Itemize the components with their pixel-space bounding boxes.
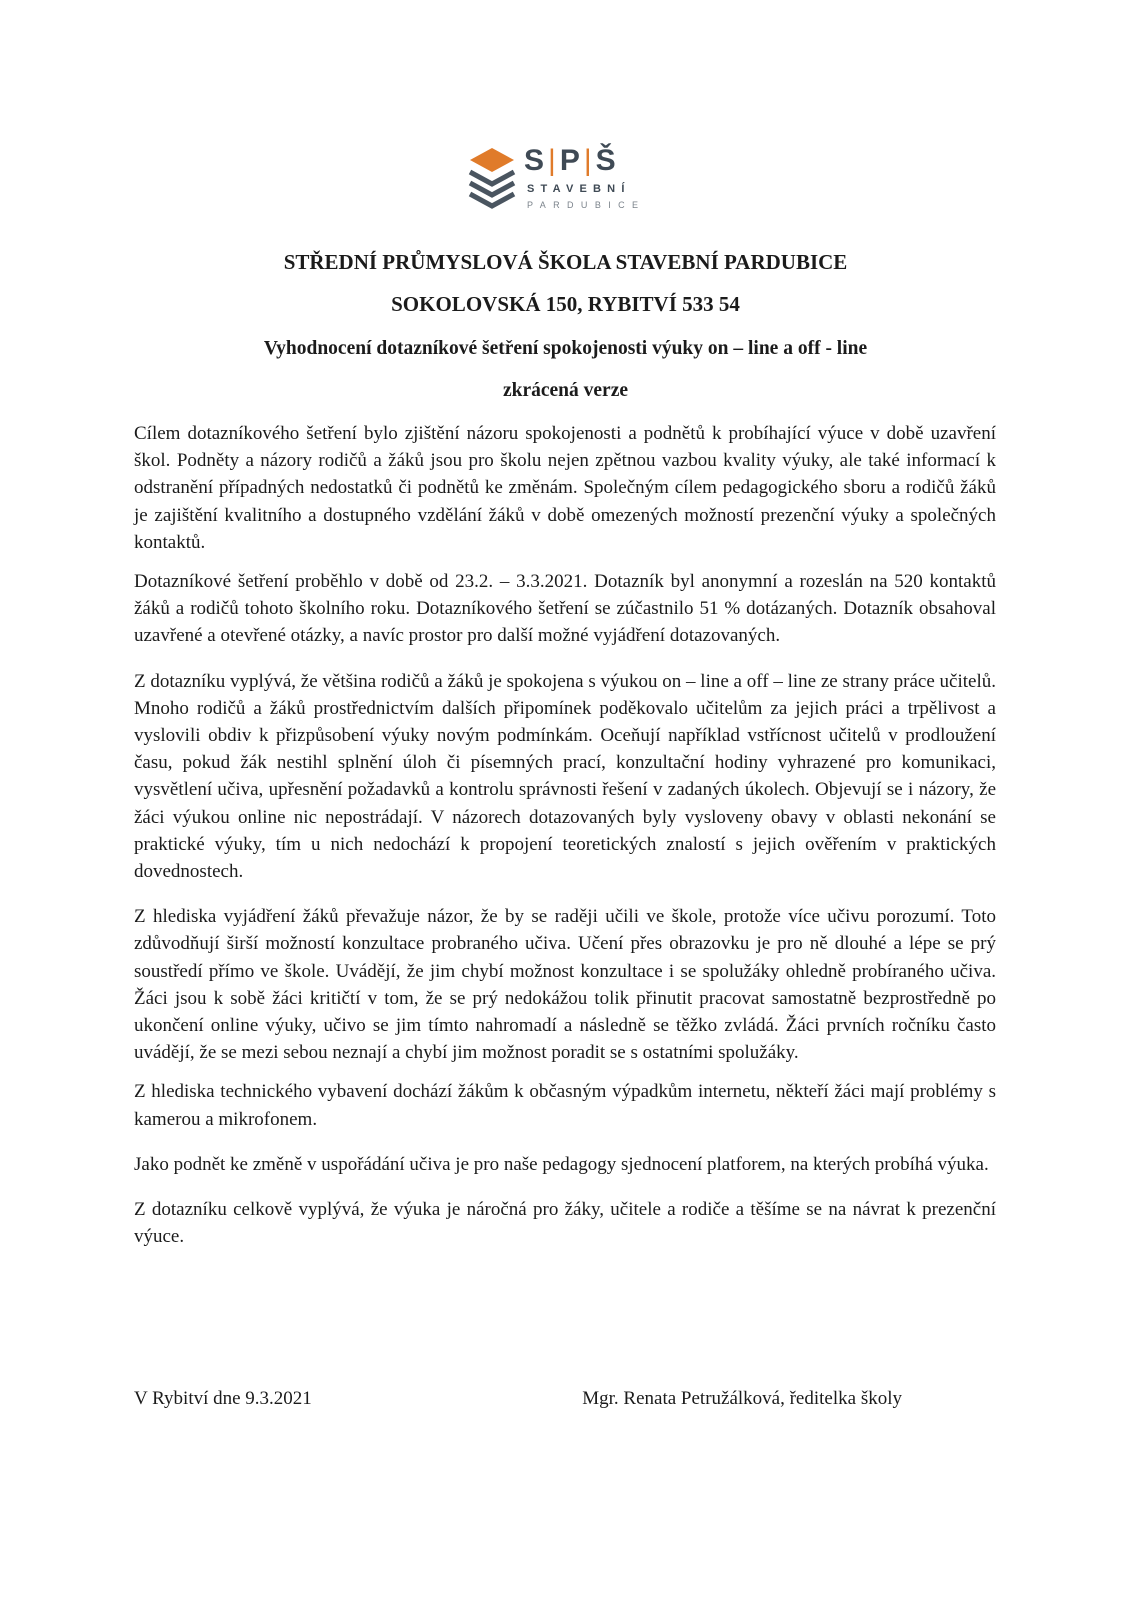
place-and-date: V Rybitví dne 9.3.2021 xyxy=(134,1388,312,1409)
school-name: STŘEDNÍ PRŮMYSLOVÁ ŠKOLA STAVEBNÍ PARDUBICE xyxy=(283,250,848,274)
paragraph-satisfaction: Z dotazníku vyplývá, že většina rodičů a žáků je spokojena s výukou on – line a off – line ze strany práce učitelů. Mnoho rodičů a žáků prostřednictvím dalších připomínek poděkovalo učitelům za jejich práci a trpělivost a vyslovili obdiv k přizpůsobení výuky novým podmínkám. Oceňují například vstřícnost učitelů v prodloužení času, pokud žák nestihl splnění úloh či písemných prací, konzultační hodiny vyhrazené pro komunikaci, vysvětlení učiva, upřesnění požadavků a kontrolu správnosti řešení v zadaných úkolech. Objevují se i názory, že žáci výukou online nic nepostrádají. V názorech dotazovaných byly vysloveny obavy v oblasti nekonání se praktické výuky, tím u nich nedochází k propojení teoretických znalostí s jejich ověřením v praktických dovednostech. xyxy=(134,670,996,883)
logo-letter-s: S xyxy=(524,144,545,177)
logo-letter-p: P xyxy=(559,144,580,177)
logo-stack-icon xyxy=(466,142,522,214)
logo-text-stavebni: STAVEBNÍ xyxy=(527,183,631,195)
document-title: Vyhodnocení dotazníkové šetření spokojenosti výuky on – line a off - line xyxy=(263,338,868,359)
logo-letters xyxy=(524,145,616,177)
signature-line: Mgr. Renata Petružálková, ředitelka školy xyxy=(582,1388,902,1409)
document-subtitle: zkrácená verze xyxy=(502,380,629,401)
school-logo xyxy=(466,142,646,220)
school-address: SOKOLOVSKÁ 150, RYBITVÍ 533 54 xyxy=(391,292,740,316)
paragraph-technical: Z hlediska technického vybavení dochází žákům k občasným výpadkům internetu, někteří žáci mají problémy s kamerou a mikrofonem. xyxy=(134,1081,996,1130)
paragraph-suggestion: Jako podnět ke změně v uspořádání učiva je pro naše pedagogy sjednocení platforem, na kterých probíhá výuka. xyxy=(134,1153,989,1175)
document-body xyxy=(134,420,996,1262)
paragraph-students-view: Z hlediska vyjádření žáků převažuje názor, že by se raději učili ve škole, protože více učivu porozumí. Toto zdůvodňují širší možností konzultace probraného učiva. Učení přes obrazovku je pro ně dlouhé a lépe se prý soustředí přímo ve škole. Uvádějí, že jim chybí možnost konzultace i se spolužáky ohledně probíraného učiva. Žáci jsou k sobě žáci kritičtí v tom, že se prý nedokážou tolik přinutit pracovat samostatně bezprostředně po ukončení online výuky, učivo se jim tímto nahromadí a následně se těžko zvládá. Žáci prvních ročníku často uvádějí, že se mezi sebou neznají a chybí jim možnost poradit se s ostatními spolužáky. xyxy=(134,906,996,1064)
logo-separator: | xyxy=(548,144,556,177)
logo-separator: | xyxy=(583,144,592,177)
logo-text-pardubice: PARDUBICE xyxy=(527,200,646,210)
logo-letter-s-caron: Š xyxy=(595,144,616,177)
paragraph-conclusion: Z dotazníku celkově vyplývá, že výuka je náročná pro žáky, učitele a rodiče a těšíme se na návrat k prezenční výuce. xyxy=(134,1199,996,1248)
paragraph-survey-info: Dotazníkové šetření proběhlo v době od 23.2. – 3.3.2021. Dotazník byl anonymní a rozeslán na 520 kontaktů žáků a rodičů tohoto školního roku. Dotazníkového šetření se zúčastnilo 51 % dotázaných. Dotazník obsahoval uzavřené a otevřené otázky, a navíc prostor pro další možné vyjádření dotazovaných. xyxy=(134,571,996,647)
paragraph-aim: Cílem dotazníkového šetření bylo zjištění názoru spokojenosti a podnětů k probíhající výuce v době uzavření škol. Podněty a názory rodičů a žáků jsou pro školu nejen zpětnou vazbou kvality výuky, ale také informací k odstranění případných nedostatků či podnětů ke změnám. Společným cílem pedagogického sboru a rodičů žáků je zajištění kvalitního a dostupného vzdělání žáků v době omezených možností prezenční výuky a společných kontaktů. xyxy=(134,423,996,553)
